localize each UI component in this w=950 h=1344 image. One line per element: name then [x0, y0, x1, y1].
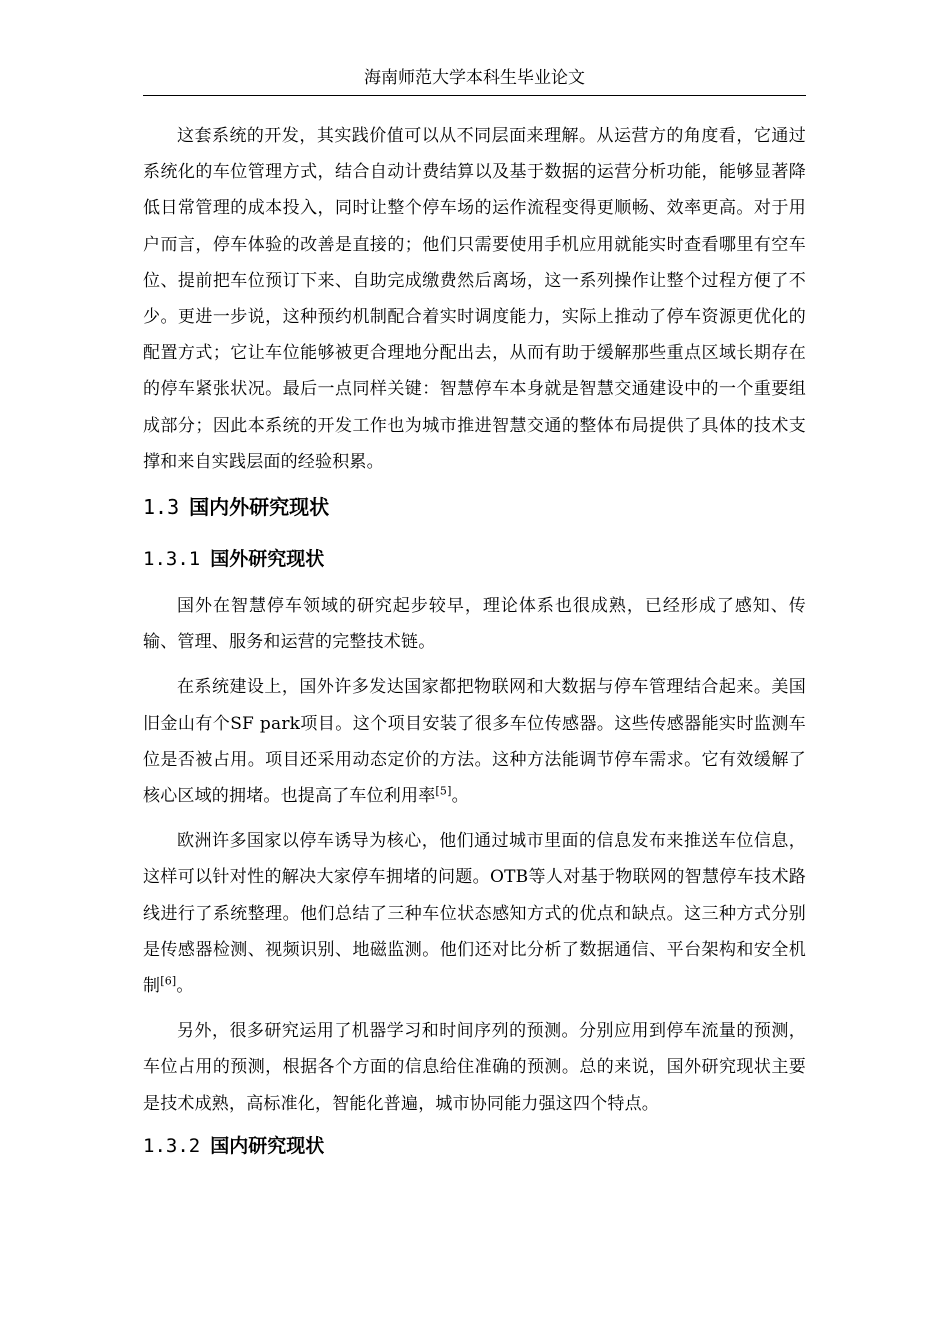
- paragraph-end: 。: [176, 976, 194, 997]
- paragraph-practical-value: 这套系统的开发，其实践价值可以从不同层面来理解。从运营方的角度看，它通过系统化的车位管理方式，结合自动计费结算以及基于数据的运营分析功能，能够显著降低日常管理的成本投入，同时让整个停车场的运作流程变得更顺畅、效率更高。对于用户而言，停车体验的改善是直接的；他们只需要使用手机应用就能实时查看哪里有空车位、提前把车位预订下来、自助完成缴费然后离场，这一系列操作让整个过程方便了不少。更进一步说，这种预约机制配合着实时调度能力，实际上推动了停车资源更优化的配置方式；它让车位能够被更合理地分配出去，从而有助于缓解那些重点区域长期存在的停车紧张状况。最后一点同样关键：智慧停车本身就是智慧交通建设中的一个重要组成部分；因此本系统的开发工作也为城市推进智慧交通的整体布局提供了具体的技术支撑和来自实践层面的经验积累。: [143, 126, 806, 472]
- heading-section-1-3-1: [143, 544, 806, 574]
- citation-ref[interactable]: [5]: [435, 784, 452, 798]
- section-number: 1.3.2: [143, 1134, 201, 1157]
- paragraph-text: 欧洲许多国家以停车诱导为核心，他们通过城市里面的信息发布来推送车位信息，这样可以针对性的解决大家停车拥堵的问题。OTB等人对基于物联网的智慧停车技术路线进行了系统整理。他们总结了三种车位状态感知方式的优点和缺点。这三种方式分别是传感器检测、视频识别、地磁监测。他们还对比分析了数据通信、平台架构和安全机制: [143, 831, 806, 997]
- running-header: 海南师范大学本科生毕业论文: [364, 68, 585, 88]
- paragraph-text: 在系统建设上，国外许多发达国家都把物联网和大数据与停车管理结合起来。美国旧金山有个SF park项目。这个项目安装了很多车位传感器。这些传感器能实时监测车位是否被占用。项目还采用动态定价的方法。这种方法能调节停车需求。它有效缓解了核心区域的拥堵。也提高了车位利用率: [143, 677, 806, 807]
- paragraph-sfpark: [143, 669, 806, 814]
- section-title: 国外研究现状: [210, 548, 325, 571]
- header-rule: [143, 95, 806, 96]
- citation-ref[interactable]: [6]: [160, 974, 177, 988]
- paragraph-prediction: 另外，很多研究运用了机器学习和时间序列的预测。分别应用到停车流量的预测，车位占用的预测，根据各个方面的信息给住准确的预测。总的来说，国外研究现状主要是技术成熟，高标准化，智能化普遍，城市协同能力强这四个特点。: [143, 1021, 806, 1114]
- section-title: 国内外研究现状: [189, 495, 330, 520]
- heading-section-1-3: [143, 492, 806, 522]
- section-title: 国内研究现状: [210, 1134, 325, 1157]
- paragraph-end: 。: [451, 786, 469, 807]
- section-number: 1.3: [143, 495, 180, 520]
- paragraph-foreign-overview: 国外在智慧停车领域的研究起步较早，理论体系也很成熟，已经形成了感知、传输、管理、服务和运营的完整技术链。: [143, 596, 806, 653]
- page-content: [143, 118, 806, 1175]
- section-number: 1.3.1: [143, 548, 201, 571]
- heading-section-1-3-2: [143, 1131, 806, 1161]
- paragraph-europe: [143, 823, 806, 1004]
